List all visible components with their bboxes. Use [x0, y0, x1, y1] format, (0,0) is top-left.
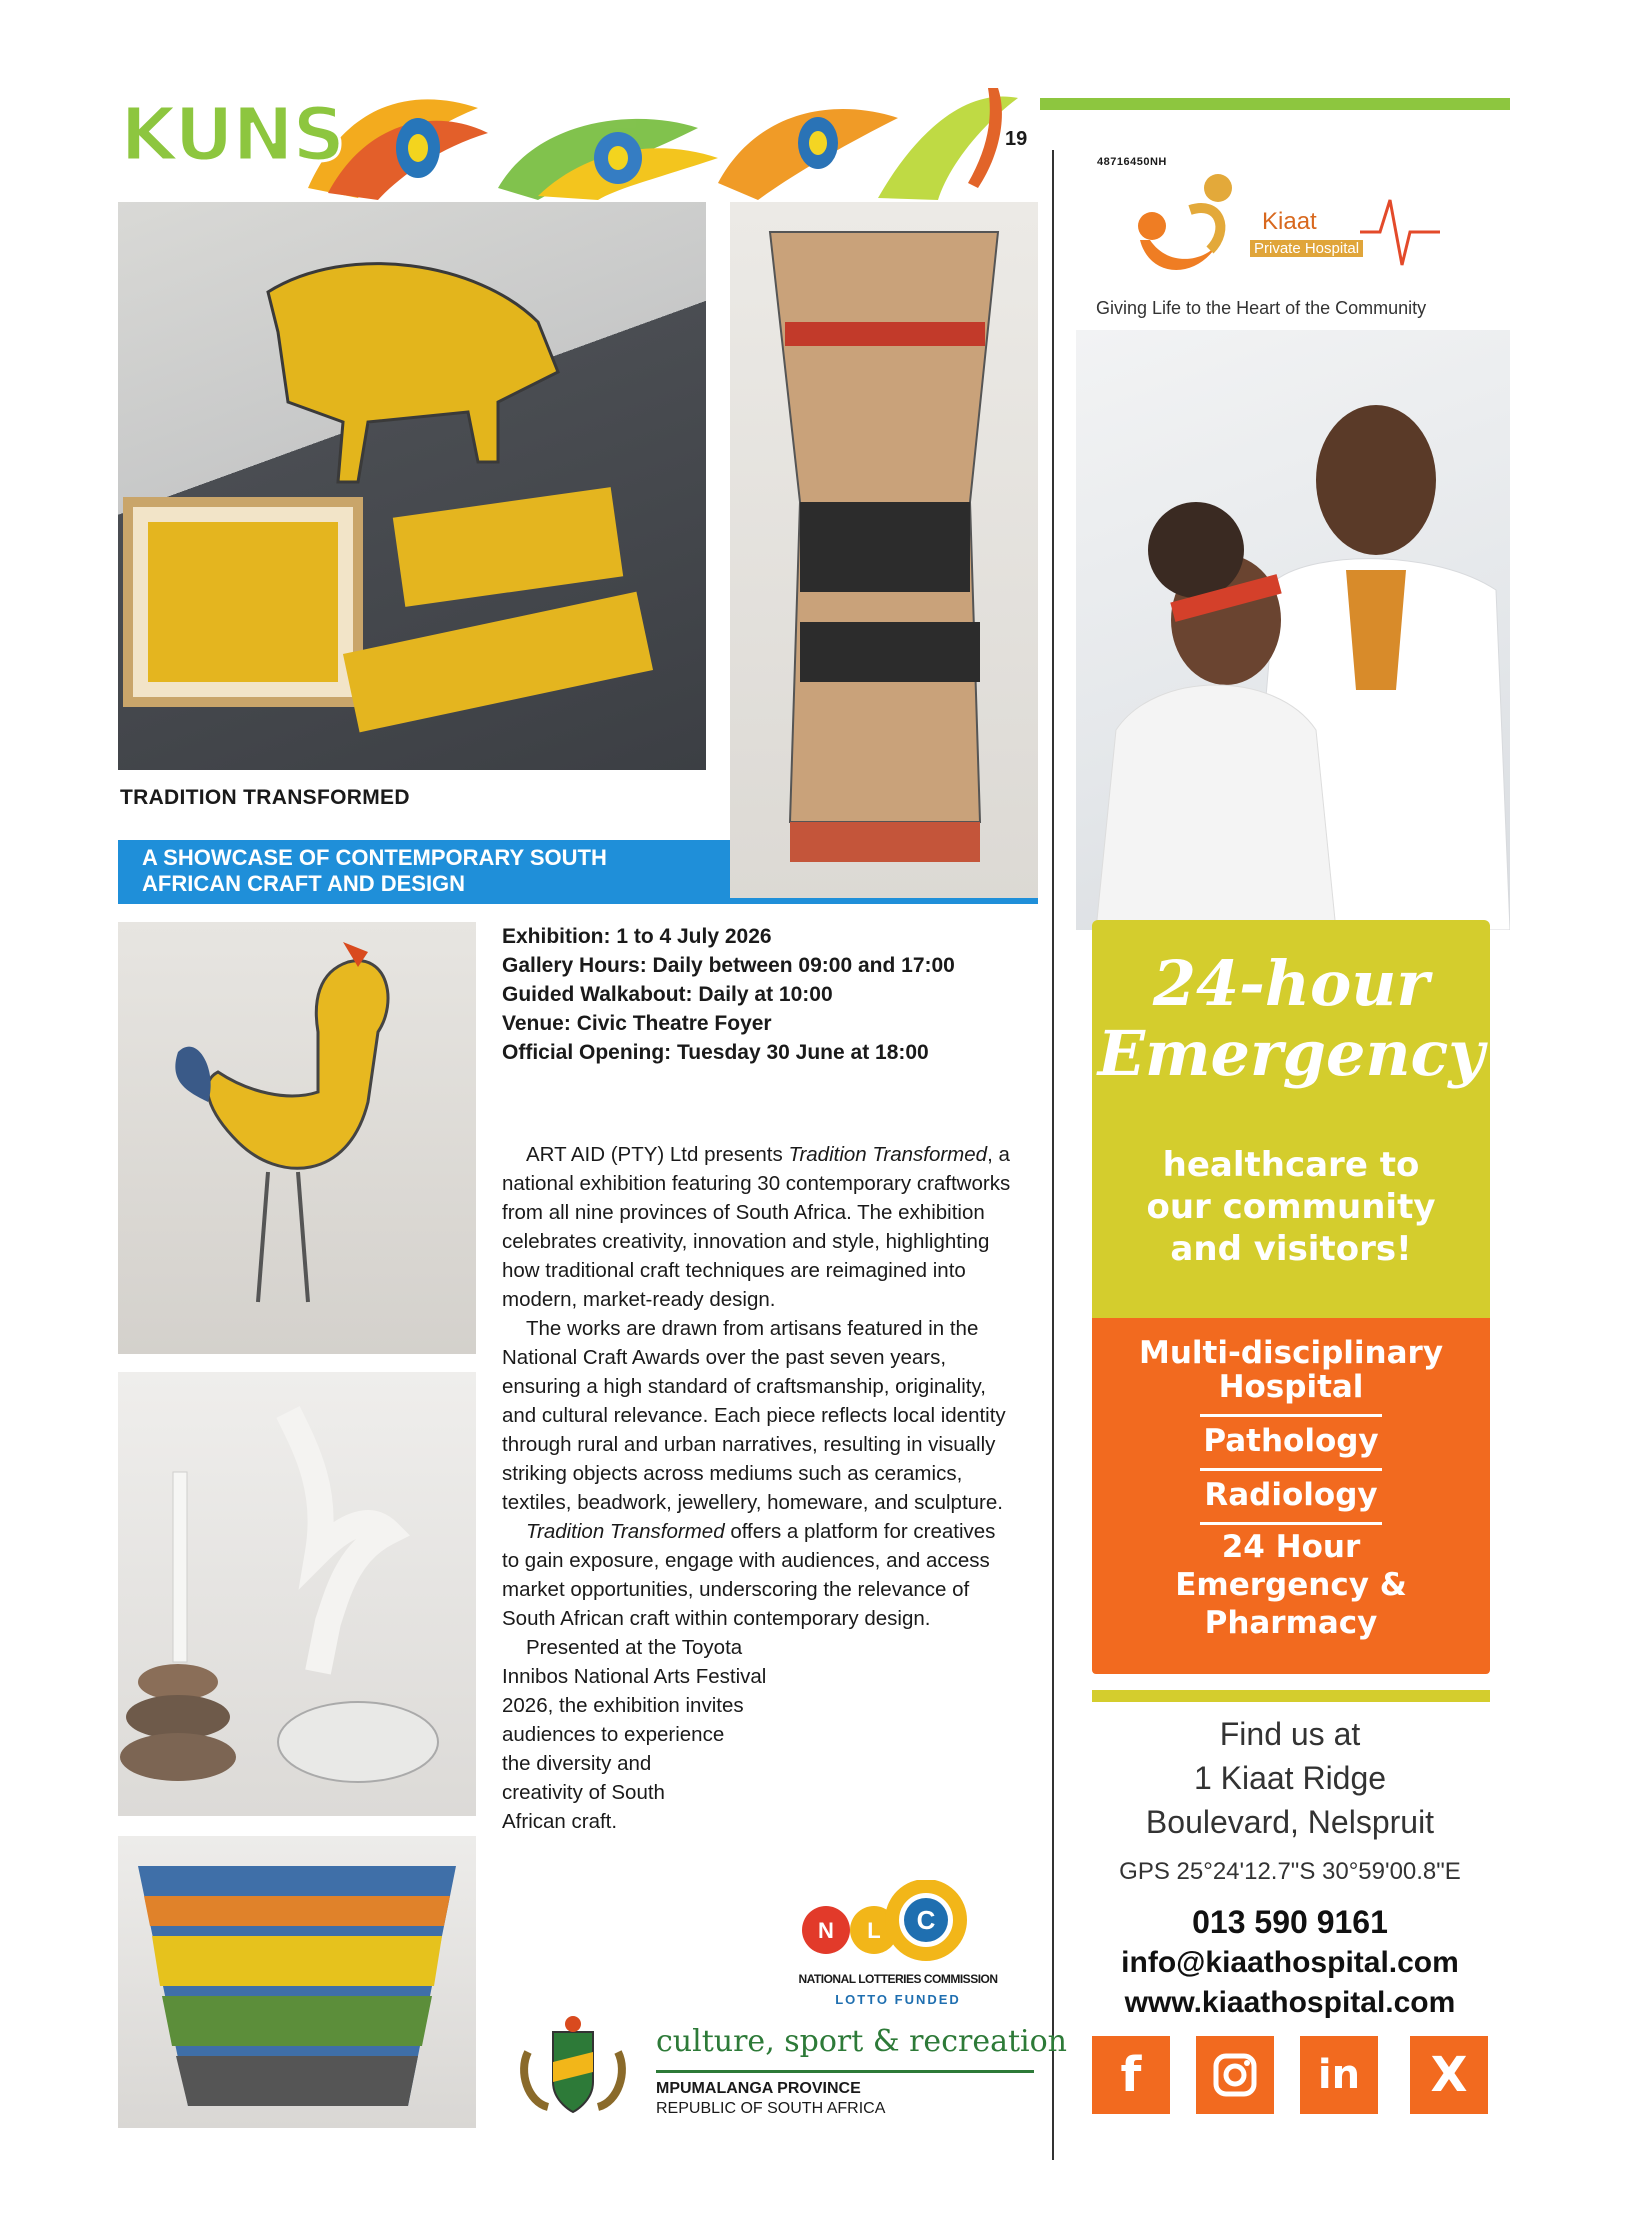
coat-of-arms-icon: [508, 2012, 638, 2120]
emergency-text-line-2: our community: [1146, 1187, 1436, 1227]
photo-woven-vase: [730, 202, 1038, 902]
service-multidisciplinary-line-1: Multi-disciplinary: [1138, 1335, 1444, 1371]
service-rule-2: [1200, 1468, 1382, 1471]
ad-yellow-rule: [1092, 1690, 1490, 1702]
culture-rule: [656, 2070, 1034, 2073]
service-24-hour-line-1: 24 Hour: [1221, 1529, 1361, 1565]
service-multidisciplinary-line-2: Hospital: [1218, 1369, 1364, 1405]
service-rule-3: [1200, 1522, 1382, 1525]
paragraph-4-end: the diversity and creativity of South African craft.: [502, 1752, 665, 1833]
p1-text-b: , a national exhibition featuring 30 contemporary craftworks from all nine provinces of South Africa. The exhibition celebrates creativity, innovation and style, highlighting how traditional craft techniques are reimagined into modern, market-ready design.: [502, 1143, 1011, 1311]
photo-beaded-rooster: [118, 922, 476, 1354]
emergency-text: [1092, 1144, 1490, 1270]
service-24-hour-line-3: Pharmacy: [1204, 1605, 1378, 1641]
culture-sport-recreation: culture, sport & recreation: [656, 2024, 1068, 2059]
emergency-text-line-1: healthcare to: [1162, 1145, 1420, 1185]
service-radiology: Radiology: [1204, 1477, 1378, 1513]
detail-opening: Official Opening: Tuesday 30 June at 18:00: [502, 1041, 929, 1064]
p3-text: offers a platform for creatives to gain exposure, engage with audiences, and access market opportunities, underscoring the relevance of South African craft within contemporary design.: [502, 1520, 996, 1630]
emergency-24-hour: 24-hour: [1152, 947, 1430, 1020]
emergency-heading: Emergency: [1097, 1017, 1485, 1090]
linkedin-icon[interactable]: in: [1300, 2036, 1378, 2114]
nlc-subtitle: LOTTO FUNDED: [835, 1992, 961, 2007]
detail-walkabout: Guided Walkabout: Daily at 10:00: [502, 983, 833, 1006]
republic-name: REPUBLIC OF SOUTH AFRICA: [656, 2100, 886, 2117]
article-body: [502, 1140, 1012, 1836]
detail-venue: Venue: Civic Theatre Foyer: [502, 1012, 772, 1035]
section-title: KUNS: [120, 92, 344, 178]
paragraph-4: Presented at the Toyota Innibos National Arts Festival 2026, the exhibition invites audiences to experience: [502, 1636, 767, 1746]
exhibition-details: [502, 922, 1012, 1067]
subhead-line-2: AFRICAN CRAFT AND DESIGN: [142, 871, 466, 896]
kiaat-tagline: Giving Life to the Heart of the Community: [1096, 298, 1427, 318]
photo-beaded-warthog: [118, 202, 706, 770]
emergency-text-line-3: and visitors!: [1170, 1229, 1412, 1269]
subhead-line-1: A SHOWCASE OF CONTEMPORARY SOUTH: [142, 845, 607, 870]
photo-beaded-basket: [118, 1836, 476, 2128]
kiaat-brand-name: Kiaat: [1262, 208, 1317, 235]
detail-exhibition: Exhibition: 1 to 4 July 2026: [502, 925, 772, 948]
province-name: MPUMALANGA PROVINCE: [656, 2080, 861, 2097]
service-rule-1: [1200, 1414, 1382, 1417]
column-divider: [1052, 150, 1054, 2160]
x-icon[interactable]: X: [1410, 2036, 1488, 2114]
article-subhead: [142, 845, 722, 897]
nlc-name: NATIONAL LOTTERIES COMMISSION: [798, 1972, 998, 1986]
address-line-2: 1 Kiaat Ridge: [1193, 1760, 1387, 1796]
facebook-icon[interactable]: f: [1092, 2036, 1170, 2114]
phone-number[interactable]: 013 590 9161: [1192, 1904, 1388, 1940]
p1-text-a: ART AID (PTY) Ltd presents: [526, 1143, 789, 1166]
page-number: 19: [1005, 128, 1028, 150]
photo-doctor-and-child: [1076, 330, 1510, 930]
instagram-icon[interactable]: [1196, 2036, 1274, 2114]
subhead-underline: [118, 898, 1038, 904]
kiaat-brand-subtitle: Private Hospital: [1250, 240, 1363, 257]
detail-gallery-hours: Gallery Hours: Daily between 09:00 and 17:00: [502, 954, 955, 977]
p3-title: Tradition Transformed: [526, 1520, 725, 1543]
address-line-1: Find us at: [1219, 1716, 1361, 1752]
website-link[interactable]: www.kiaathospital.com: [1124, 1986, 1456, 2019]
photo-caption: TRADITION TRANSFORMED: [120, 786, 410, 809]
ad-code: 48716450NH: [1097, 156, 1167, 168]
service-24-hour-line-2: Emergency &: [1175, 1567, 1407, 1603]
address-line-3: Boulevard, Nelspruit: [1145, 1804, 1435, 1840]
nlc-letter-c: C: [916, 1905, 936, 1935]
email-link[interactable]: info@kiaathospital.com: [1121, 1946, 1459, 1979]
nlc-letter-n: N: [818, 1918, 834, 1943]
nlc-letter-l: L: [867, 1918, 881, 1943]
paragraph-2: The works are drawn from artisans featured in the National Craft Awards over the past seven years, ensuring a high standard of craftsmanship, originality, and cultural relevance. Each piece reflects local identity through rural and urban narratives, resulting in visually striking objects across mediums such as ceramics, textiles, beadwork, jewellery, homeware, and sculpture.: [502, 1317, 1006, 1514]
photo-white-sculpture: [118, 1372, 476, 1816]
p1-title: Tradition Transformed: [788, 1143, 988, 1166]
paragraph-3: [502, 1517, 1012, 1633]
gps-coordinates: GPS 25°24'12.7"S 30°59'00.8"E: [1119, 1858, 1461, 1885]
paragraph-1: [502, 1140, 1012, 1314]
service-pathology: Pathology: [1203, 1423, 1379, 1459]
header-green-rule: [1040, 98, 1510, 110]
